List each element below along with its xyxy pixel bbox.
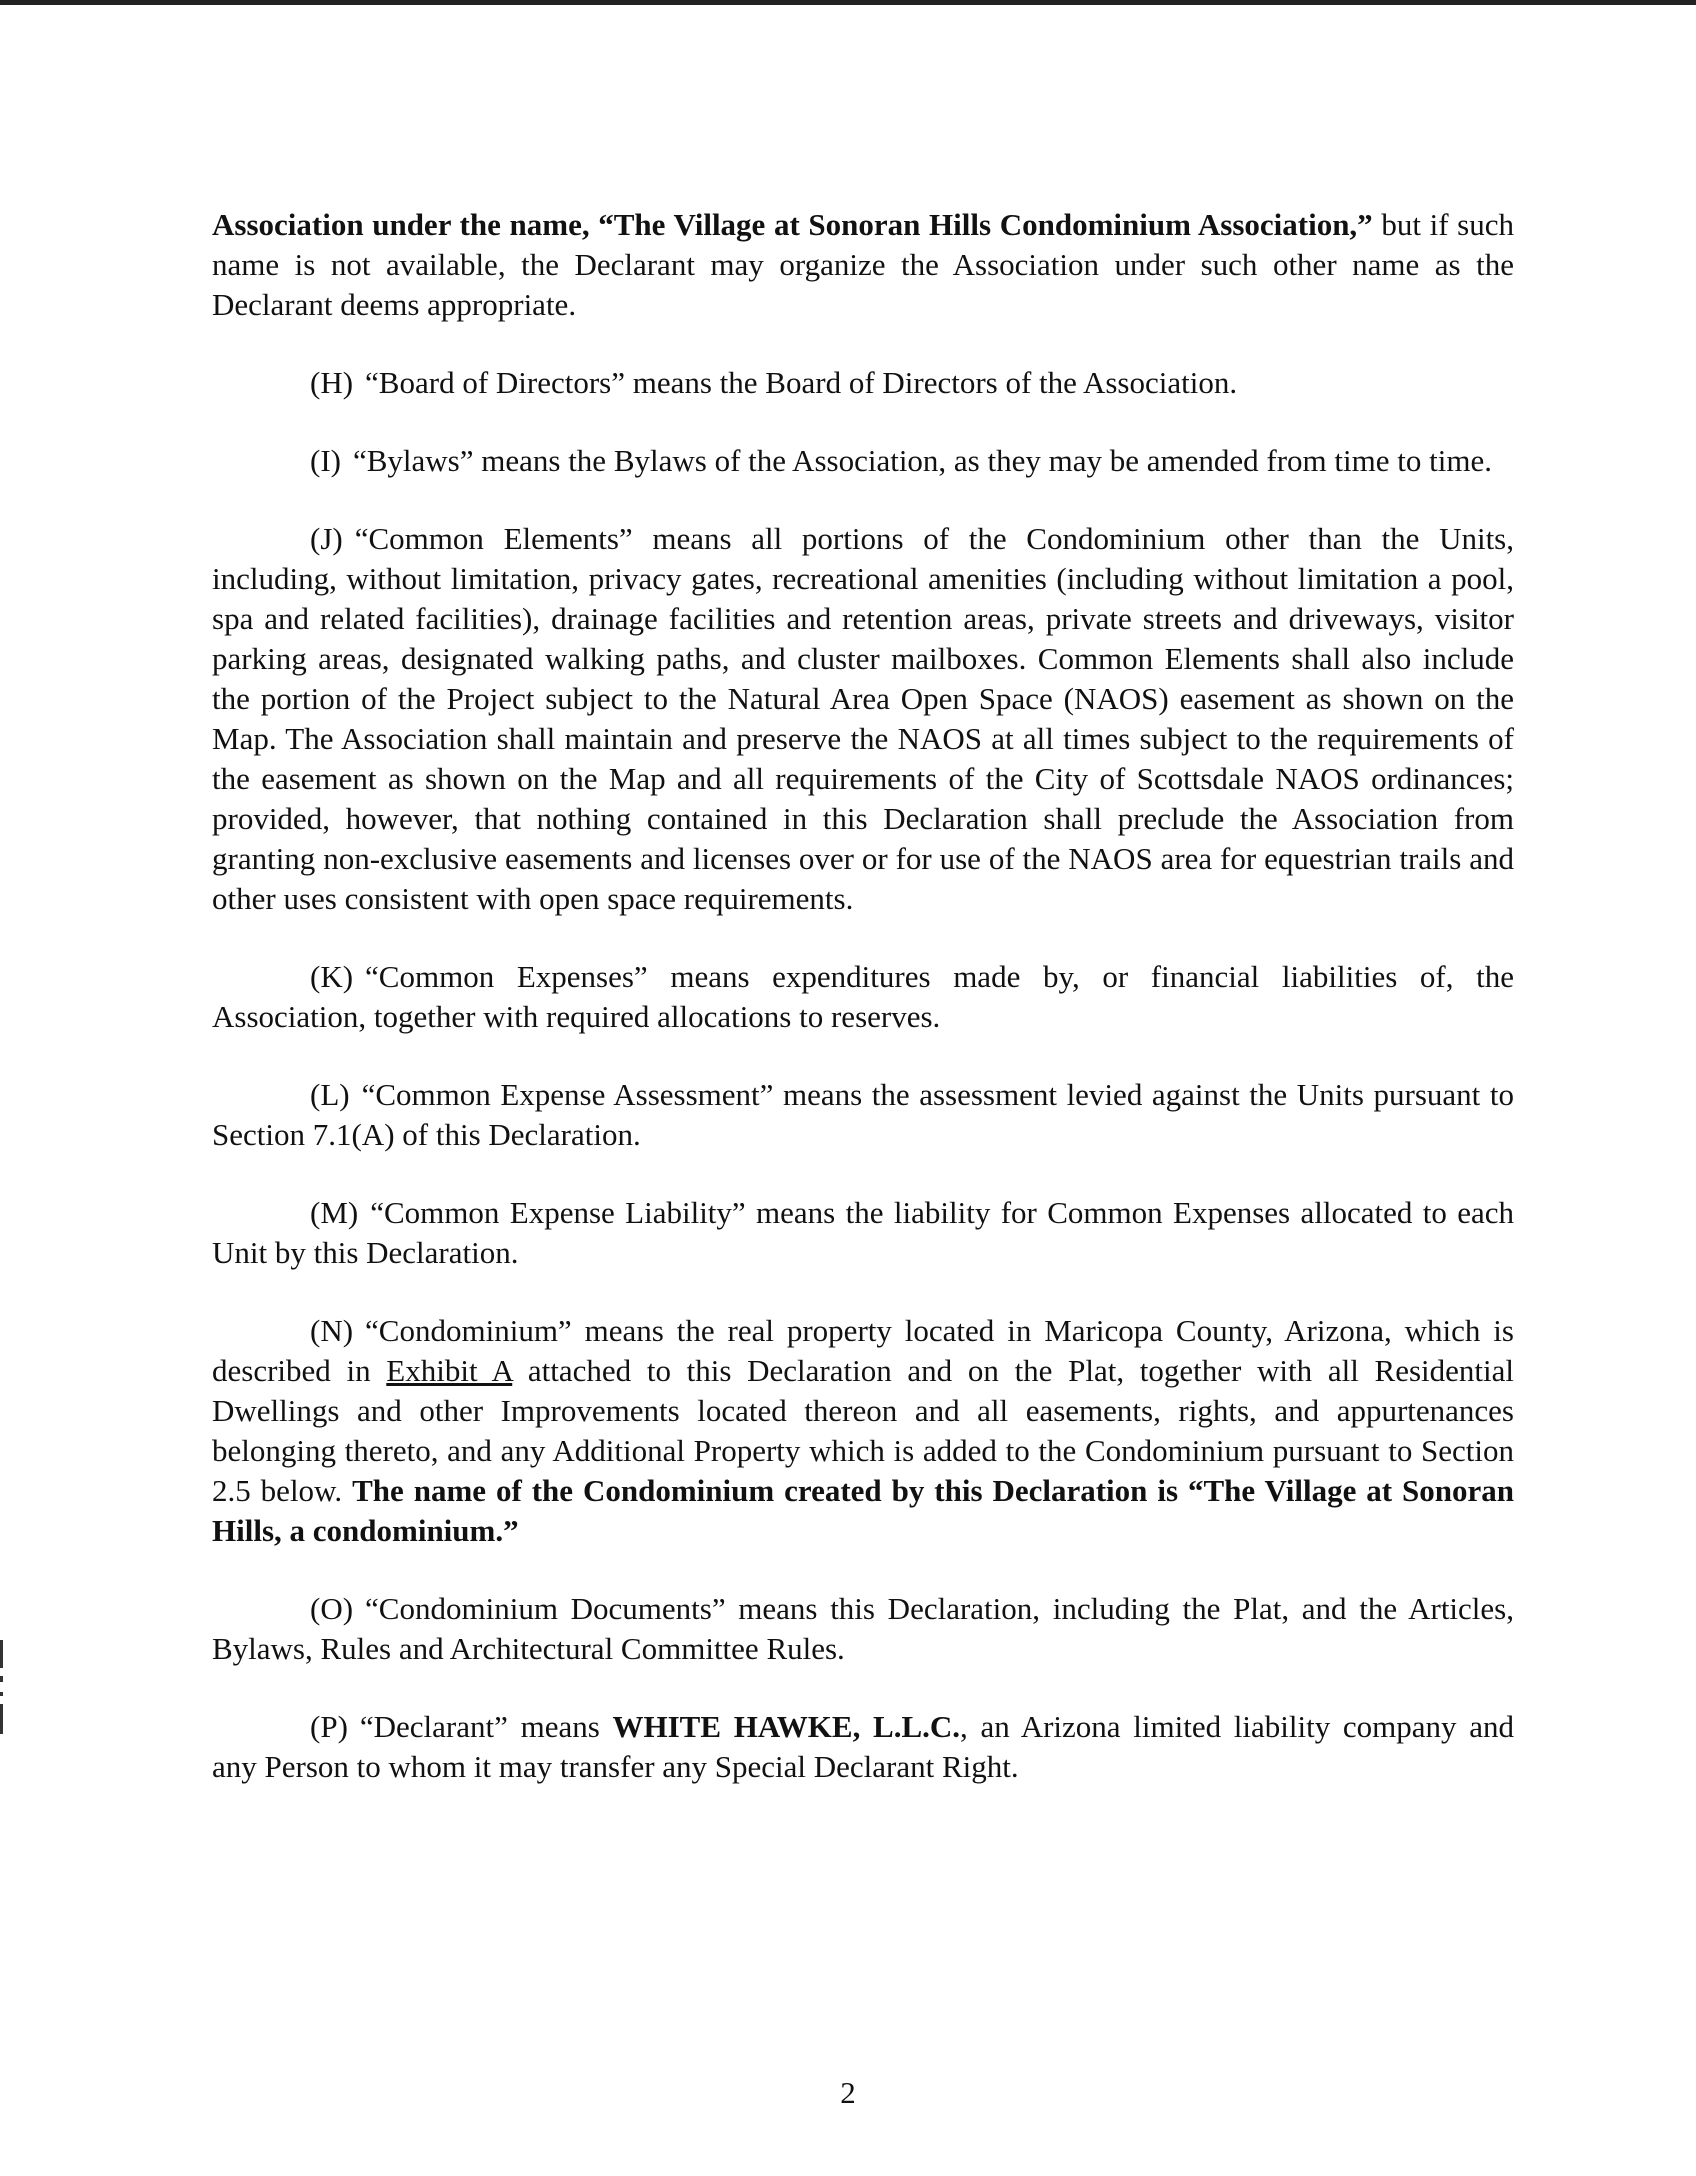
exhibit-reference: Exhibit A (386, 1353, 513, 1388)
definition-label: (N) (310, 1313, 354, 1348)
definition-h (212, 363, 1514, 403)
declarant-name: WHITE HAWKE, L.L.C. (612, 1709, 961, 1744)
page-top-edge (0, 0, 1696, 5)
definition-text: “Bylaws” means the Bylaws of the Association, as they may be amended from time to time. (352, 443, 1492, 478)
intro-paragraph (212, 205, 1514, 325)
definition-i (212, 441, 1514, 481)
definition-j (212, 519, 1514, 919)
definition-label: (J) (310, 521, 343, 556)
definition-text-continued: , an Arizona limited liability company and any Person to whom it may transfer any Special Declarant Right. (212, 1709, 1515, 1784)
definition-label: (M) (310, 1195, 359, 1230)
definition-o (212, 1589, 1514, 1669)
definition-m (212, 1193, 1514, 1273)
definition-text: “Common Expense Assessment” means the assessment levied against the Units pursuant to Section 7.1(A) of this Declaration. (212, 1077, 1514, 1152)
condominium-name-statement: The name of the Condominium created by this Declaration is “The Village at Sonoran Hills, a condominium.” (212, 1473, 1514, 1548)
definition-p (212, 1707, 1514, 1787)
definition-label: (P) (310, 1709, 348, 1744)
definition-text: “Condominium” means the real property located in Maricopa County, Arizona, which is described in (212, 1313, 1514, 1388)
definition-text: “Board of Directors” means the Board of Directors of the Association. (365, 365, 1238, 400)
definition-label: (K) (310, 959, 354, 994)
definition-text: “Common Elements” means all portions of the Condominium other than the Units, including, without limitation, privacy gates, recreational amenities (including without limitation a pool, spa and related facilities), drainage facilities and retention areas, private streets and driveways, visitor parking areas, designated walking paths, and cluster mailboxes. Common Elements shall also include the portion of the Project subject to the Natural Area Open Space (NAOS) easement as shown on the Map. The Association shall maintain and preserve the NAOS at all times subject to the requirements of the easement as shown on the Map and all requirements of the City of Scottsdale NAOS ordinances; provided, however, that nothing contained in this Declaration shall preclude the Association from granting non-exclusive easements and licenses over or for use of the NAOS area for equestrian trails and other uses consistent with open space requirements. (212, 521, 1514, 916)
definition-text-continued: attached to this Declaration and on the Plat, together with all Residential Dwellings and other Improvements located thereon and all easements, rights, and appurtenances belonging thereto, and any Additional Property which is added to the Condominium pursuant to Section 2.5 below. (212, 1353, 1514, 1508)
page-number: 2 (840, 2075, 856, 2110)
definition-k (212, 957, 1514, 1037)
scan-edge-marks (0, 1640, 4, 1740)
definition-label: (O) (310, 1591, 354, 1626)
definition-text: “Condominium Documents” means this Declaration, including the Plat, and the Articles, Bylaws, Rules and Architectural Committee Rules. (212, 1591, 1514, 1666)
definition-n (212, 1311, 1514, 1551)
association-name-lead: Association under the name, “The Village at Sonoran Hills Condominium Association,” (212, 207, 1373, 242)
definition-l (212, 1075, 1514, 1155)
definition-text: “Declarant” means (359, 1709, 613, 1744)
definition-label: (I) (310, 443, 341, 478)
definition-label: (H) (310, 365, 354, 400)
definition-text: “Common Expenses” means expenditures made by, or financial liabilities of, the Association, together with required allocations to reserves. (212, 959, 1514, 1034)
document-body (212, 205, 1514, 1787)
definition-label: (L) (310, 1077, 350, 1112)
intro-paragraph-text: but if such name is not available, the Declarant may organize the Association under such other name as the Declarant deems appropriate. (212, 207, 1514, 322)
definition-text: “Common Expense Liability” means the liability for Common Expenses allocated to each Unit by this Declaration. (212, 1195, 1514, 1270)
